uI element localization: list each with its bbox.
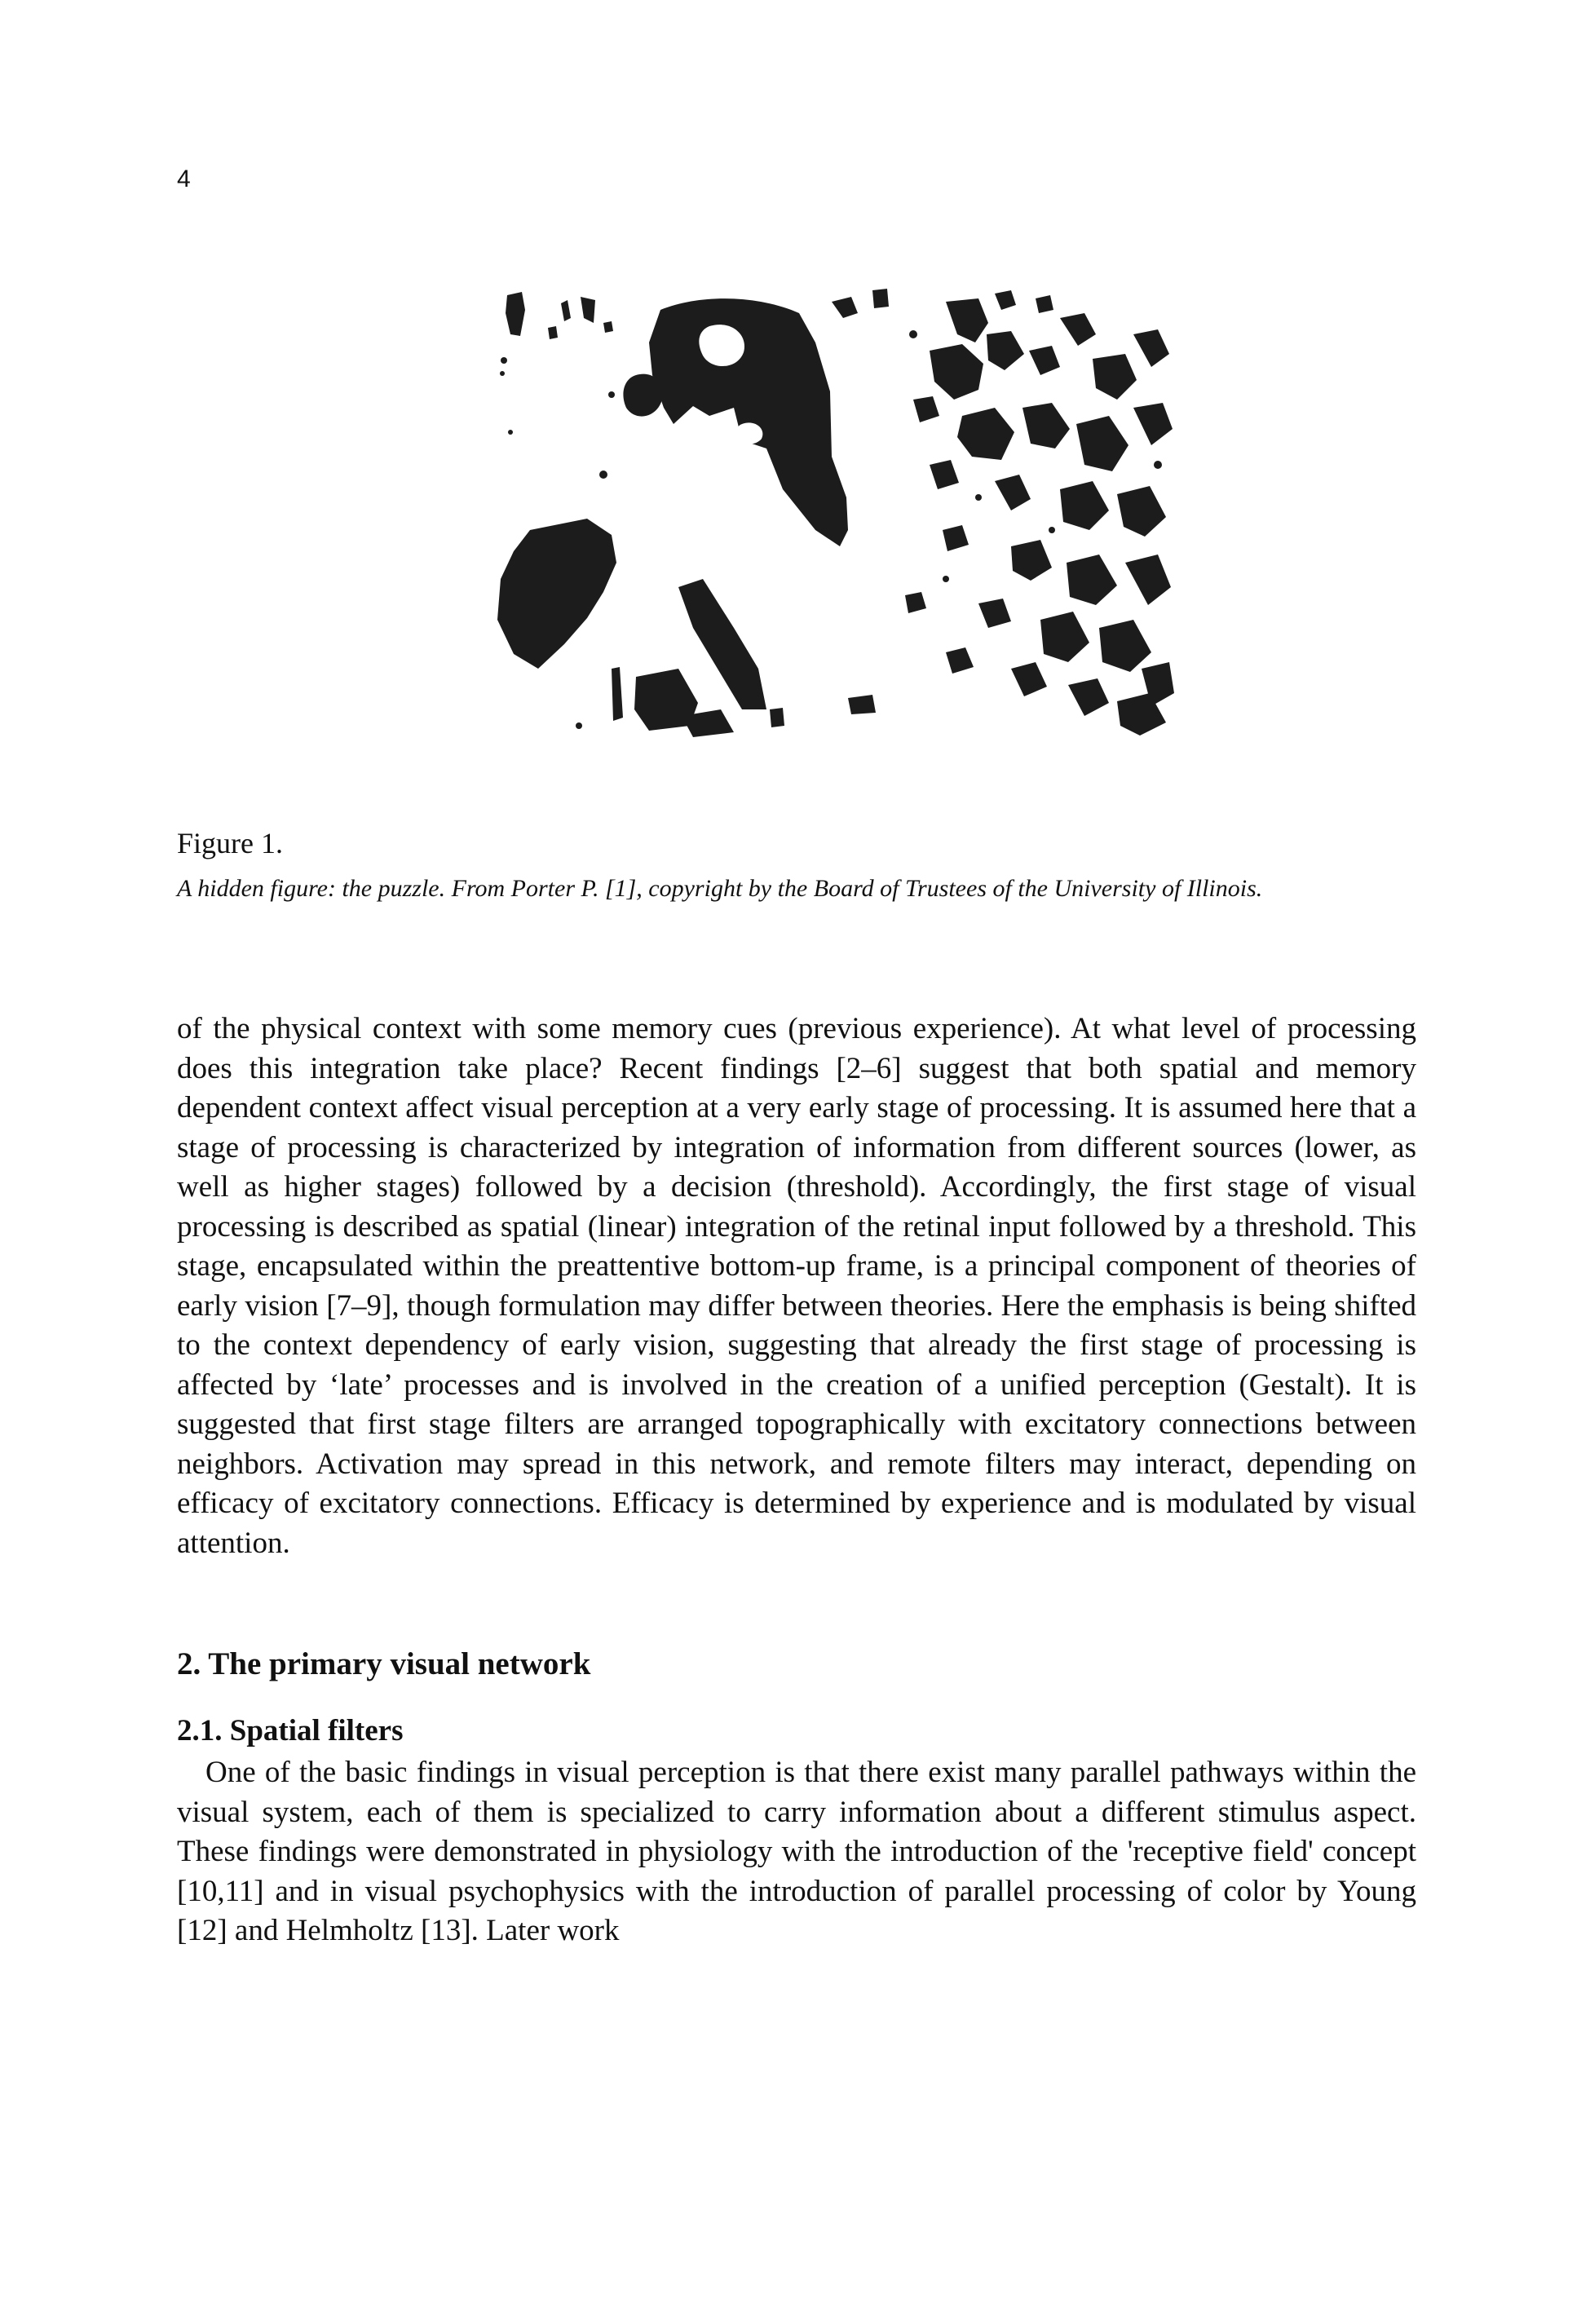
figure-caption: A hidden figure: the puzzle. From Porter P. [1], copyright by the Board of Trustees of the University of Illinois. xyxy=(177,875,1263,902)
figure-label: Figure 1. xyxy=(177,827,283,859)
spatial-filters-paragraph: One of the basic findings in visual perception is that there exist many parallel pathways within the visual system, each of them is specialized to carry information about a different stimulus aspect. These findings were demonstrated in physiology with the introduction of the 'receptive field' concept [10,11] and in visual psychophysics with the introduction of parallel processing of color by Young [12] and Helmholtz [13]. Later work xyxy=(177,1756,1416,1947)
intro-paragraph: of the physical context with some memory cues (previous experience). At what level of processing does this integration take place? Recent findings [2–6] suggest that both spatial and memory dependent context affect visual perception at a very early stage of processing. It is assumed here that a stage of processing is characterized by integration of information from different sources (lower, as well as higher stages) followed by a decision (threshold). Accordingly, the first stage of visual processing is described as spatial (linear) integration of the retinal input followed by a threshold. This stage, encapsulated within the preattentive bottom-up frame, is a principal component of theories of early vision [7–9], though formulation may differ between theories. Here the emphasis is being shifted to the context dependency of early vision, suggesting that already the first stage of processing is affected by ‘late’ processes and is involved in the creation of a unified perception (Gestalt). It is suggested that first stage filters are arranged topographically with excitatory connections between neighbors. Activation may spread in this network, and remote filters may interact, depending on efficacy of excitatory connections. Efficacy is determined by experience and is modulated by visual attention. xyxy=(177,1012,1416,1560)
page-number: 4 xyxy=(177,166,191,192)
hidden-figure-blobs xyxy=(497,289,1174,737)
hidden-figure-image xyxy=(489,285,1174,750)
subsection-heading: 2.1. Spatial filters xyxy=(177,1714,404,1747)
section-heading: 2. The primary visual network xyxy=(177,1646,591,1681)
